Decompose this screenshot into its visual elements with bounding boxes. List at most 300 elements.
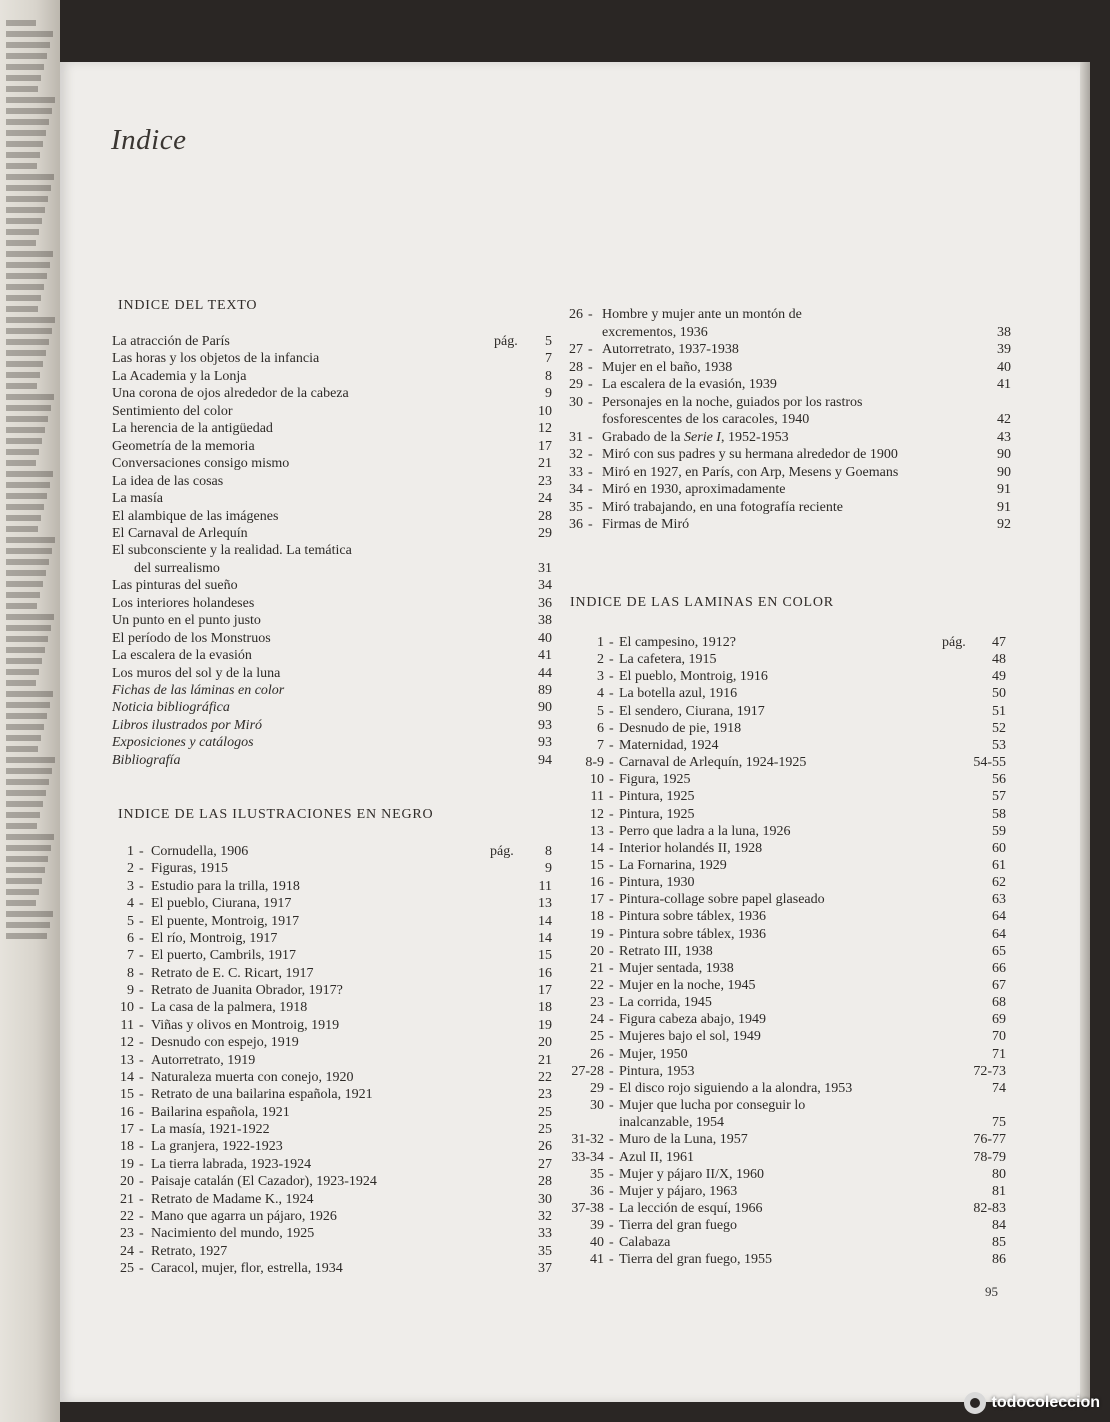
facing-page-text-line (6, 933, 47, 939)
entry-dash: - (588, 394, 593, 410)
entry-title-text: La tierra labrada, 1923-1924 (151, 1156, 312, 1172)
entry-title: La Academia y la Lonja (112, 368, 247, 384)
facing-page-text-line (6, 108, 52, 114)
entry-page: 41 (997, 377, 1011, 392)
facing-page-text-line (6, 207, 45, 213)
entry-title-text: El campesino, 1912? (619, 635, 737, 650)
entry-title (619, 1149, 694, 1166)
entry-title (619, 1097, 805, 1114)
text-index-entry (112, 595, 254, 612)
entry-title: El Carnaval de Arlequín (112, 525, 248, 541)
entry-title (619, 703, 765, 720)
entry-title-text: Pintura, 1925 (619, 789, 695, 805)
facing-page-text-line (6, 482, 50, 488)
text-index-entry (112, 577, 238, 594)
entry-page: 23 (538, 473, 552, 489)
facing-page-text-line (6, 658, 42, 664)
entry-number: 5 (597, 703, 604, 719)
entry-page: 80 (992, 1166, 1006, 1182)
entry-page: 19 (538, 1017, 552, 1033)
entry-title-italic: Serie I (684, 429, 721, 445)
facing-page-text-line (6, 625, 51, 631)
entry-page: 8 (545, 844, 552, 859)
entry-title: Noticia bibliográfica (112, 700, 230, 716)
entry-number: 36 (590, 1183, 604, 1199)
entry-title-text: Tierra del gran fuego (619, 1218, 738, 1234)
entry-title: La idea de las cosas (112, 473, 224, 489)
entry-title (619, 891, 825, 908)
entry-number: 18 (120, 1139, 134, 1155)
text-index-entry (112, 455, 289, 472)
entry-title-text: Carnaval de Arlequín, 1924-1925 (619, 755, 807, 771)
entry-number: 13 (120, 1052, 134, 1068)
entry-number: 10 (120, 1000, 134, 1016)
entry-number: 21 (120, 1191, 134, 1207)
entry-number: 2 (127, 861, 134, 877)
entry-number: 27-28 (571, 1063, 604, 1079)
entry-dash: - (609, 1218, 614, 1234)
entry-page: 90 (997, 464, 1011, 480)
entry-page: 54-55 (973, 755, 1006, 771)
page-title: Indice (111, 124, 187, 156)
entry-title (619, 1080, 852, 1097)
entry-page: 12 (538, 421, 552, 437)
text-index-entry (112, 333, 230, 350)
entry-dash: - (609, 1063, 614, 1079)
entry-title-text: Tierra del gran fuego, 1955 (619, 1252, 773, 1268)
entry-number: 25 (590, 1029, 604, 1045)
entry-title-text: La masía, 1921-1922 (151, 1122, 270, 1138)
entry-title: Bibliografía (112, 752, 181, 768)
facing-page-text-line (6, 790, 46, 796)
entry-title-text: El pueblo, Montroig, 1916 (619, 669, 768, 685)
entry-title (619, 840, 762, 857)
entry-page: 34 (538, 578, 552, 594)
entry-title-text: El sendero, Ciurana, 1917 (619, 703, 765, 719)
entry-page: 37 (538, 1261, 552, 1277)
facing-page-text-line (6, 878, 42, 884)
entry-title (602, 394, 863, 411)
facing-page-text-line (6, 64, 44, 70)
entry-page: 29 (538, 525, 552, 541)
entry-dash: - (609, 1149, 614, 1165)
entry-title-text: La granjera, 1922-1923 (151, 1139, 283, 1155)
entry-number: 30 (569, 394, 583, 410)
entry-title-text: Viñas y olivos en Montroig, 1919 (151, 1017, 340, 1033)
entry-number: 14 (120, 1069, 134, 1085)
entry-title (619, 806, 694, 823)
entry-number: 37-38 (571, 1200, 604, 1216)
facing-page-text-line (6, 845, 51, 851)
facing-page-text-line (6, 273, 47, 279)
entry-page: 93 (538, 735, 552, 751)
entry-page: 42 (997, 412, 1011, 427)
entry-dash: - (609, 669, 614, 685)
entry-page: 10 (538, 403, 552, 419)
entry-number: 21 (590, 960, 604, 976)
entry-page: 25 (538, 1122, 552, 1138)
entry-title-text: Pintura-collage sobre papel glaseado (619, 892, 825, 908)
entry-title (602, 499, 843, 516)
entry-number: 15 (590, 857, 604, 873)
entry-title (151, 1225, 314, 1242)
entry-dash: - (139, 983, 144, 999)
entry-page: 9 (545, 386, 552, 402)
facing-page-text-line (6, 284, 44, 290)
entry-page: 82-83 (973, 1200, 1006, 1216)
facing-page-text-line (6, 405, 51, 411)
entry-page: 86 (992, 1252, 1006, 1268)
facing-page-text-line (6, 130, 46, 136)
text-index-entry (112, 403, 233, 420)
entry-dash: - (139, 965, 144, 981)
entry-title (151, 1173, 377, 1190)
entry-dash: - (139, 1156, 144, 1172)
entry-page: 65 (992, 943, 1006, 959)
entry-number: 5 (127, 913, 134, 929)
entry-title (151, 1156, 311, 1173)
entry-page: 13 (538, 896, 552, 912)
entry-page: 8 (545, 368, 552, 384)
entry-title-text: El puente, Montroig, 1917 (151, 913, 300, 929)
entry-number: 35 (590, 1166, 604, 1182)
entry-page: 27 (538, 1156, 552, 1172)
entry-title (602, 341, 739, 358)
facing-page-text-line (6, 559, 49, 565)
entry-number: 26 (590, 1046, 604, 1062)
entry-title-text: Firmas de Miró (602, 517, 690, 532)
entry-dash: - (139, 1261, 144, 1277)
facing-page-text-line (6, 372, 40, 378)
entry-dash: - (609, 737, 614, 753)
entry-title-text: Naturaleza muerta con conejo, 1920 (151, 1069, 354, 1085)
entry-number: 34 (569, 482, 583, 497)
entry-dash: - (139, 1017, 144, 1033)
entry-page: 23 (538, 1087, 552, 1103)
entry-dash: - (139, 844, 144, 859)
entry-dash: - (609, 635, 614, 650)
entry-page: 48 (992, 652, 1006, 668)
entry-title (619, 754, 806, 771)
facing-page-text-line (6, 394, 54, 400)
entry-page: 21 (538, 1052, 552, 1068)
entry-number: 17 (120, 1122, 134, 1138)
entry-number: 29 (590, 1080, 604, 1096)
facing-page-text-line (6, 812, 40, 818)
entry-title (619, 1028, 761, 1045)
text-index-entry (112, 473, 223, 490)
entry-page: 16 (538, 965, 552, 981)
entry-dash: - (609, 720, 614, 736)
entry-title (602, 411, 809, 428)
entry-page: 28 (538, 1174, 552, 1190)
entry-page: 63 (992, 892, 1006, 908)
entry-page: 58 (992, 806, 1006, 822)
facing-page-text-line (6, 53, 47, 59)
entry-page: 20 (538, 1035, 552, 1051)
text-index-entry (112, 717, 262, 734)
entry-dash: - (609, 840, 614, 856)
entry-page: 64 (992, 926, 1006, 942)
entry-dash: - (588, 464, 593, 480)
pag-label: pág. (494, 334, 518, 349)
facing-page-text-line (6, 119, 49, 125)
entry-page: 11 (538, 878, 552, 894)
entry-page: 81 (992, 1183, 1006, 1199)
entry-title (151, 895, 291, 912)
entry-title (151, 1104, 290, 1121)
entry-page: 67 (992, 978, 1006, 993)
entry-title (619, 1251, 772, 1268)
entry-title-text: Miró en 1927, en París, con Arp, Mesens y Goemans (602, 464, 899, 480)
entry-title-text: Figuras, 1915 (151, 861, 228, 877)
text-index-entry (112, 542, 352, 559)
entry-title (151, 1243, 227, 1260)
text-index-entry (112, 490, 163, 507)
entry-number: 12 (590, 806, 604, 822)
text-index-entry (112, 350, 319, 367)
entry-title-text: Interior holandés II, 1928 (619, 840, 763, 856)
entry-title (619, 943, 713, 960)
facing-page-text-line (6, 185, 51, 191)
entry-title (151, 913, 299, 930)
entry-page: 17 (538, 438, 552, 454)
entry-page: 51 (992, 703, 1006, 719)
entry-page: 5 (545, 334, 552, 349)
facing-page-text-line (6, 669, 39, 675)
entry-page: 70 (992, 1029, 1006, 1045)
entry-title-text: Autorretrato, 1919 (151, 1052, 256, 1068)
entry-number: 2 (597, 652, 604, 668)
entry-title-text: Muro de la Luna, 1957 (619, 1132, 748, 1148)
entry-title (151, 1086, 373, 1103)
entry-title (619, 1183, 737, 1200)
entry-page: 36 (538, 595, 552, 611)
entry-number: 40 (590, 1235, 604, 1251)
entry-dash: - (588, 517, 593, 532)
entry-page: 61 (992, 857, 1006, 873)
entry-title: Fichas de las láminas en color (112, 683, 285, 698)
watermark (964, 1392, 1100, 1414)
facing-page-text-line (6, 471, 53, 477)
entry-number: 22 (120, 1208, 134, 1224)
entry-dash: - (609, 978, 614, 993)
entry-page: 14 (538, 930, 552, 946)
entry-dash: - (139, 948, 144, 964)
entry-title-text: Mujer sentada, 1938 (619, 960, 734, 976)
entry-title (619, 1200, 762, 1217)
entry-title: La masía (112, 491, 163, 507)
entry-title (619, 994, 712, 1011)
entry-page: 62 (992, 875, 1006, 891)
entry-title: del surrealismo (134, 560, 220, 576)
entry-title (151, 1069, 354, 1086)
entry-page: 14 (538, 913, 552, 929)
entry-number: 3 (127, 878, 134, 894)
entry-dash: - (609, 926, 614, 942)
facing-page-text-line (6, 97, 55, 103)
entry-title-text: Maternidad, 1924 (619, 737, 719, 753)
entry-title (619, 720, 741, 737)
entry-number: 31-32 (571, 1132, 604, 1148)
entry-title-text: La Fornarina, 1929 (619, 857, 727, 873)
entry-title-text: La corrida, 1945 (619, 995, 712, 1011)
entry-title-text: Azul II, 1961 (619, 1149, 695, 1165)
facing-page-text-line (6, 746, 38, 752)
entry-dash: - (609, 943, 614, 959)
entry-dash: - (609, 823, 614, 839)
facing-page-text-line (6, 317, 55, 323)
entry-title: Los interiores holandeses (112, 595, 255, 611)
entry-title-text: Calabaza (619, 1235, 671, 1251)
entry-number: 3 (597, 669, 604, 685)
entry-dash: - (139, 1069, 144, 1085)
entry-page: 17 (538, 983, 552, 999)
entry-dash: - (139, 1243, 144, 1259)
entry-title: El alambique de las imágenes (112, 508, 279, 524)
entry-title-text: Perro que ladra a la luna, 1926 (619, 823, 791, 839)
entry-dash: - (139, 1087, 144, 1103)
entry-title (619, 1046, 688, 1063)
entry-number: 32 (569, 447, 583, 462)
entry-title (619, 737, 719, 754)
entry-title-text: La cafetera, 1915 (619, 652, 717, 668)
facing-page-text-line (6, 306, 38, 312)
facing-page-text-line (6, 768, 52, 774)
text-index-entry (112, 647, 252, 664)
entry-title-text: Grabado de la (602, 429, 685, 445)
text-index-entry (112, 525, 248, 542)
entry-page: 76-77 (973, 1132, 1006, 1148)
entry-dash: - (588, 307, 593, 322)
entry-title: Exposiciones y catálogos (112, 735, 254, 751)
entry-title-text: Figura cabeza abajo, 1949 (619, 1012, 766, 1028)
facing-page-text-line (6, 504, 44, 510)
entry-title (602, 464, 898, 481)
entry-title (602, 324, 708, 341)
entry-title: Las pinturas del sueño (112, 578, 238, 594)
entry-title: Sentimiento del color (112, 403, 233, 419)
entry-dash: - (139, 1000, 144, 1016)
entry-title-text: Mujer y pájaro, 1963 (619, 1183, 738, 1199)
entry-title (619, 1063, 694, 1080)
entry-title: Un punto en el punto justo (112, 613, 261, 629)
pag-label: pág. (942, 635, 966, 650)
entry-title (151, 1208, 337, 1225)
entry-title (619, 1166, 764, 1183)
entry-dash: - (609, 1132, 614, 1148)
entry-title-text: Mujer, 1950 (619, 1046, 688, 1062)
facing-page-text-line (6, 581, 43, 587)
entry-title-text: Desnudo de pie, 1918 (619, 720, 742, 736)
text-index-entry (112, 682, 284, 699)
entry-number: 19 (590, 926, 604, 942)
entry-number: 8-9 (585, 755, 604, 771)
entry-dash: - (609, 995, 614, 1011)
facing-page-text-line (6, 438, 42, 444)
facing-page-text-line (6, 922, 50, 928)
left-facing-page (0, 0, 60, 1422)
facing-page-text-line (6, 361, 43, 367)
entry-dash: - (609, 1235, 614, 1251)
entry-page: 57 (992, 789, 1006, 805)
entry-title: Las horas y los objetos de la infancia (112, 351, 320, 367)
facing-page-text-line (6, 856, 48, 862)
entry-page: 31 (538, 560, 552, 576)
entry-page: 26 (538, 1139, 552, 1155)
entry-title-text: Mujer y pájaro II/X, 1960 (619, 1166, 765, 1182)
entry-page: 7 (545, 351, 552, 367)
entry-dash: - (588, 499, 593, 515)
entry-dash: - (139, 1052, 144, 1068)
entry-dash: - (609, 772, 614, 788)
entry-title-text: Mujer que lucha por conseguir lo (619, 1098, 806, 1114)
entry-title (602, 446, 898, 463)
entry-title-text: Pintura sobre táblex, 1936 (619, 926, 766, 942)
entry-dash: - (588, 342, 593, 357)
entry-title (619, 651, 717, 668)
entry-title-text: Pintura sobre táblex, 1936 (619, 909, 766, 925)
entry-title (619, 771, 691, 788)
entry-title (602, 429, 789, 446)
entry-title-text: Autorretrato, 1937-1938 (602, 342, 739, 357)
entry-title (151, 1260, 343, 1277)
entry-title (619, 960, 734, 977)
entry-number: 8 (127, 965, 134, 981)
entry-title-text: Retrato, 1927 (151, 1243, 228, 1259)
entry-page: 64 (992, 909, 1006, 925)
entry-page: 60 (992, 840, 1006, 856)
entry-dash: - (139, 1174, 144, 1190)
facing-page-text-line (6, 295, 41, 301)
entry-dash: - (139, 878, 144, 894)
facing-page-text-line (6, 592, 40, 598)
facing-page-text-line (6, 647, 45, 653)
entry-number: 14 (590, 840, 604, 856)
facing-page-text-line (6, 152, 40, 158)
facing-page-text-line (6, 548, 52, 554)
entry-number: 12 (120, 1035, 134, 1051)
entry-dash: - (609, 857, 614, 873)
entry-title: La herencia de la antigüedad (112, 421, 273, 437)
entry-number: 9 (127, 983, 134, 999)
entry-dash: - (609, 1252, 614, 1268)
entry-page: 44 (538, 665, 552, 681)
entry-page: 21 (538, 456, 552, 472)
entry-title-text: Paisaje catalán (El Cazador), 1923-1924 (151, 1174, 377, 1190)
entry-page: 22 (538, 1069, 552, 1085)
entry-number: 33-34 (571, 1149, 604, 1165)
entry-number: 26 (569, 307, 583, 322)
entry-title-text: Bailarina española, 1921 (151, 1104, 290, 1120)
entry-number: 20 (120, 1174, 134, 1190)
entry-dash: - (139, 896, 144, 912)
entry-page: 39 (997, 342, 1011, 357)
entry-dash: - (139, 930, 144, 946)
text-index-entry (112, 734, 254, 751)
facing-page-text-line (6, 493, 47, 499)
pag-label: pág. (490, 844, 514, 859)
facing-page-text-line (6, 75, 41, 81)
entry-page: 47 (992, 635, 1006, 650)
entry-title-text: Caracol, mujer, flor, estrella, 1934 (151, 1261, 343, 1277)
entry-page: 85 (992, 1235, 1006, 1251)
entry-number: 24 (590, 1012, 604, 1028)
text-index-entry (112, 699, 230, 716)
entry-dash: - (609, 909, 614, 925)
entry-page: 56 (992, 772, 1006, 788)
entry-number: 20 (590, 943, 604, 959)
